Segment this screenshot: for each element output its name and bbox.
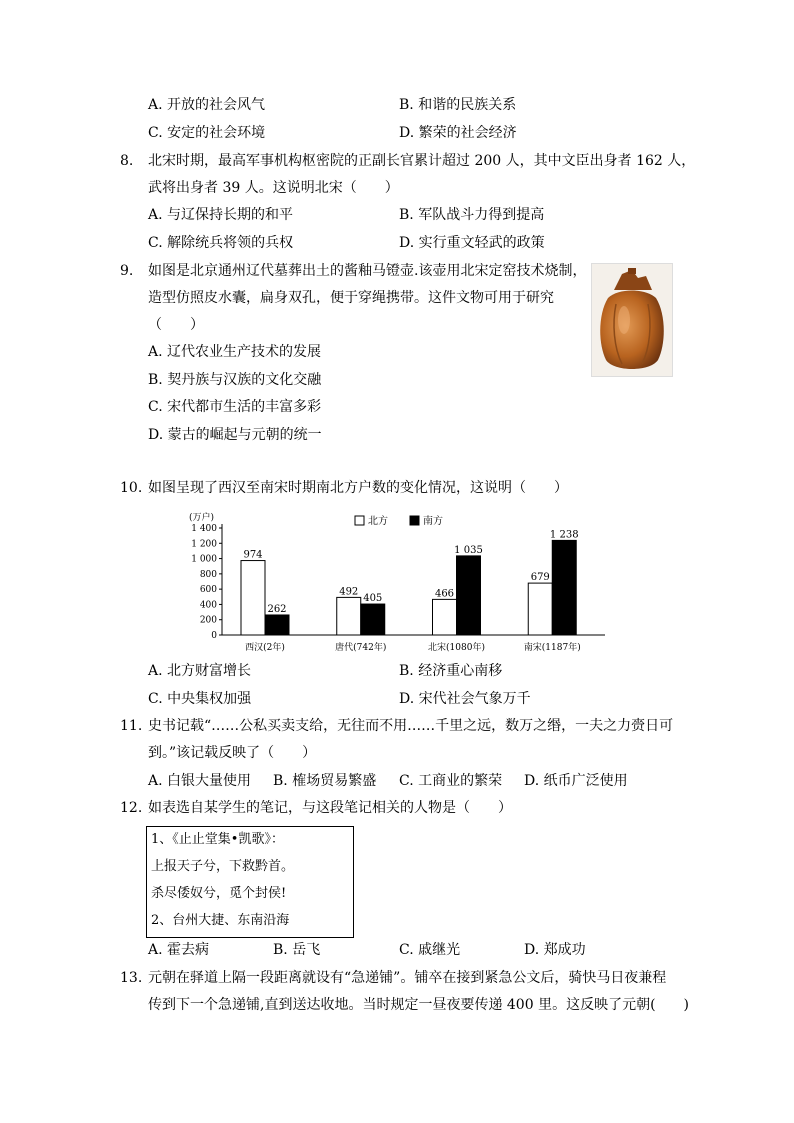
- legend-swatch-south: [410, 516, 419, 525]
- q13-stem-line1: 元朝在驿道上隔一段距离就设有“急递铺”。铺卒在接到紧急公文后，骑快马日夜兼程: [148, 970, 667, 986]
- q9-number: 9.: [120, 263, 134, 279]
- legend-swatch-north: [355, 516, 364, 525]
- q10-number: 10.: [120, 480, 143, 496]
- data-label: 679: [530, 572, 550, 584]
- data-label: 262: [267, 603, 287, 615]
- x-tick-label: 西汉(2年): [245, 643, 285, 653]
- q11-option-d: D. 纸币广泛使用: [524, 773, 628, 789]
- q8-option-d: D. 实行重文轻武的政策: [399, 235, 545, 251]
- bar-north: [433, 599, 457, 635]
- q8-option-b: B. 军队战斗力得到提高: [399, 207, 545, 223]
- y-tick-label: 0: [211, 631, 217, 641]
- bar-north: [528, 583, 552, 635]
- q10-option-d: D. 宋代社会气象万千: [399, 691, 531, 707]
- y-tick-label: 1 400: [191, 524, 217, 534]
- q12-number: 12.: [120, 800, 143, 816]
- bar-south: [265, 615, 289, 635]
- q9-stem-line2: 造型仿照皮水囊，扁身双孔，便于穿绳携带。这件文物可用于研究: [148, 290, 554, 306]
- q11-stem-line2: 到。”该记载反映了（ ）: [148, 745, 317, 761]
- q11-number: 11.: [120, 718, 143, 734]
- q12-stem-line1: 如表选自某学生的笔记，与这段笔记相关的人物是（ ）: [148, 800, 512, 816]
- data-label: 466: [434, 588, 455, 600]
- bar-south: [552, 540, 576, 635]
- q9-option-b: B. 契丹族与汉族的文化交融: [148, 372, 322, 388]
- bar-south: [361, 604, 385, 635]
- q9-stem-line1: 如图是北京通州辽代墓葬出土的酱釉马镫壶.该壶用北宋定窑技术烧制，: [148, 263, 587, 279]
- stirrup-pot-illustration: [592, 264, 672, 376]
- q7-option-c: C. 安定的社会环境: [148, 125, 266, 141]
- x-tick-label: 北宋(1080年): [428, 643, 485, 653]
- y-tick-label: 1 200: [191, 539, 217, 550]
- q12-option-a: A. 霍去病: [148, 942, 210, 958]
- q10-option-b: B. 经济重心南移: [399, 663, 503, 679]
- q12-option-c: C. 戚继光: [399, 942, 461, 958]
- q12-option-d: D. 郑成功: [524, 942, 586, 958]
- q11-option-c: C. 工商业的繁荣: [399, 773, 503, 789]
- y-tick-label: 800: [199, 569, 217, 580]
- data-label: 1 035: [454, 544, 483, 556]
- y-axis-label: (万户): [189, 513, 215, 523]
- q10-stem-line1: 如图呈现了西汉至南宋时期南北方户数的变化情况，这说明（ ）: [148, 480, 568, 496]
- q7-option-a: A. 开放的社会风气: [148, 97, 266, 113]
- y-tick-label: 200: [199, 615, 217, 626]
- q11-stem-line1: 史书记载“……公私买卖支给，无往而不用……千里之远，数万之缗，一夫之力赍日可: [148, 718, 674, 734]
- q13-number: 13.: [120, 970, 143, 986]
- q9-option-c: C. 宋代都市生活的丰富多彩: [148, 399, 322, 415]
- q12-option-b: B. 岳飞: [273, 942, 321, 958]
- bar-north: [241, 561, 265, 635]
- q13-stem-line2: 传到下一个急递铺,直到送达收地。当时规定一昼夜要传递 400 里。这反映了元朝( ): [148, 997, 689, 1013]
- q10-option-c: C. 中央集权加强: [148, 691, 252, 707]
- q7-option-d: D. 繁荣的社会经济: [399, 125, 517, 141]
- note-line: 杀尽倭奴兮，觅个封侯!: [151, 886, 287, 901]
- q9-option-d: D. 蒙古的崛起与元朝的统一: [148, 427, 322, 443]
- note-line: 上报天子兮，下救黔首。: [151, 859, 295, 874]
- bar-south: [457, 556, 481, 635]
- q8-number: 8.: [120, 153, 134, 169]
- x-tick-label: 南宋(1187年): [523, 643, 581, 653]
- q8-option-c: C. 解除统兵将领的兵权: [148, 235, 294, 251]
- q9-stem-line3: （ ）: [148, 317, 204, 333]
- x-tick-label: 唐代(742年): [335, 643, 387, 653]
- q9-option-a: A. 辽代农业生产技术的发展: [148, 344, 322, 360]
- y-tick-label: 600: [199, 585, 217, 596]
- stirrup-pot-image: [591, 263, 673, 377]
- q11-option-b: B. 榷场贸易繁盛: [273, 773, 377, 789]
- data-label: 405: [363, 593, 383, 605]
- q11-option-a: A. 白银大量使用: [148, 773, 252, 789]
- bar-north: [337, 597, 361, 635]
- q7-option-b: B. 和谐的民族关系: [399, 97, 517, 113]
- student-note-box: [146, 826, 354, 938]
- note-line: 1、《止止堂集•凯歌》：: [151, 832, 284, 847]
- data-label: 1 238: [549, 529, 579, 541]
- q8-option-a: A. 与辽保持长期的和平: [148, 207, 294, 223]
- data-label: 974: [243, 549, 263, 561]
- note-line: 2、台州大捷、东南沿海: [151, 913, 290, 928]
- y-tick-label: 400: [199, 600, 217, 611]
- y-tick-label: 1 000: [191, 554, 217, 565]
- q8-stem-line1: 北宋时期，最高军事机构枢密院的正副长官累计超过 200 人，其中文臣出身者 162 人，: [148, 153, 696, 169]
- q10-option-a: A. 北方财富增长: [148, 663, 252, 679]
- q8-stem-line2: 武将出身者 39 人。这说明北宋（ ）: [148, 180, 399, 196]
- legend-label-north: 北方: [368, 516, 388, 527]
- legend-label-south: 南方: [423, 516, 443, 527]
- data-label: 492: [339, 586, 359, 598]
- households-bar-chart: [185, 508, 610, 658]
